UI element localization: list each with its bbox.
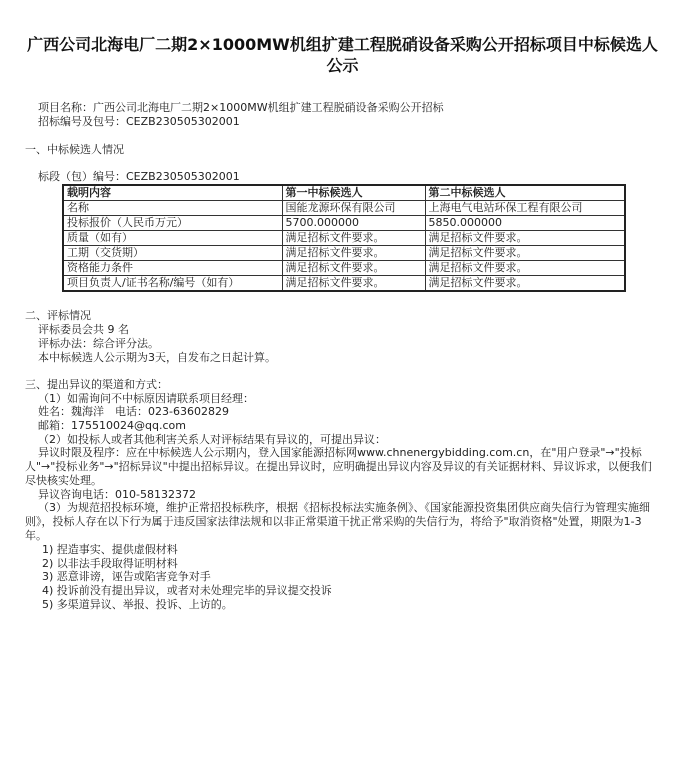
item-2: （2）如投标人或者其他利害关系人对评标结果有异议的，可提出异议： — [38, 433, 386, 446]
table-row — [63, 231, 625, 246]
row-label: 质量（如有） — [63, 231, 282, 246]
lot-label: 标段（包）编号：CEZB230505302001 — [38, 170, 240, 183]
row-label: 名称 — [63, 201, 282, 216]
behavior-item: 5) 多渠道异议、举报、投诉、上访的。 — [42, 598, 233, 611]
table-row — [63, 261, 625, 276]
publicity-period: 本中标候选人公示期为3天，自发布之日起计算。 — [38, 351, 276, 364]
evaluation-method: 评标办法：综合评分法。 — [38, 337, 159, 350]
section-3-heading: 三、提出异议的渠道和方式： — [25, 378, 168, 391]
second-candidate-cell: 满足招标文件要求。 — [425, 246, 625, 261]
contact-email: 邮箱：175510024@qq.com — [38, 419, 186, 432]
table-row — [63, 201, 625, 216]
bid-number: 招标编号及包号：CEZB230505302001 — [38, 115, 240, 128]
candidate-table — [62, 184, 626, 292]
second-candidate-cell: 上海电气电站环保工程有限公司 — [425, 201, 625, 216]
behavior-item: 1) 捏造事实、提供虚假材料 — [42, 543, 178, 556]
contact-info: 姓名：魏海洋 电话：023-63602829 — [38, 405, 229, 418]
first-candidate-cell: 满足招标文件要求。 — [282, 246, 425, 261]
second-candidate-cell: 5850.000000 — [425, 216, 625, 231]
page-title: 广西公司北海电厂二期2×1000MW机组扩建工程脱硝设备采购公开招标项目中标候选人公示 — [27, 35, 658, 75]
first-candidate-cell: 满足招标文件要求。 — [282, 261, 425, 276]
row-label: 资格能力条件 — [63, 261, 282, 276]
header-first-candidate: 第一中标候选人 — [282, 185, 425, 201]
objection-procedure: 异议时限及程序：应在中标候选人公示期内，登入国家能源招标网www.chnenergybidding.com.cn，在"用户登录"→"投标人"→"投标业务"→"招标异议"中提出招标异议。在提出异议时，应明确提出异议内容及异议的有关证据材料、异议诉求，以便我们尽快核实处理。 — [25, 446, 652, 487]
first-candidate-cell: 满足招标文件要求。 — [282, 276, 425, 292]
objection-hotline: 异议咨询电话：010-58132372 — [38, 488, 196, 501]
section-2-heading: 二、评标情况 — [25, 309, 91, 322]
row-label: 投标报价（人民币万元） — [63, 216, 282, 231]
table-header-row — [63, 185, 625, 201]
row-label: 工期（交货期） — [63, 246, 282, 261]
project-name: 项目名称：广西公司北海电厂二期2×1000MW机组扩建工程脱硝设备采购公开招标 — [38, 101, 444, 114]
header-second-candidate: 第二中标候选人 — [425, 185, 625, 201]
item-1: （1）如需询问不中标原因请联系项目经理： — [38, 392, 254, 405]
table-row — [63, 276, 625, 292]
behavior-item: 4) 投诉前没有提出异议，或者对未处理完毕的异议提交投诉 — [42, 584, 332, 597]
row-label: 项目负责人/证书名称/编号（如有） — [63, 276, 282, 292]
committee-count: 评标委员会共 9 名 — [38, 323, 129, 336]
header-content: 载明内容 — [63, 185, 282, 201]
second-candidate-cell: 满足招标文件要求。 — [425, 276, 625, 292]
second-candidate-cell: 满足招标文件要求。 — [425, 231, 625, 246]
behavior-item: 2) 以非法手段取得证明材料 — [42, 557, 178, 570]
behavior-item: 3) 恶意诽谤，诬告或陷害竞争对手 — [42, 570, 211, 583]
first-candidate-cell: 国能龙源环保有限公司 — [282, 201, 425, 216]
first-candidate-cell: 5700.000000 — [282, 216, 425, 231]
second-candidate-cell: 满足招标文件要求。 — [425, 261, 625, 276]
section-1-heading: 一、中标候选人情况 — [25, 143, 124, 156]
table-row — [63, 246, 625, 261]
first-candidate-cell: 满足招标文件要求。 — [282, 231, 425, 246]
item-3: （3）为规范招投标环境，维护正常招投标秩序，根据《招标投标法实施条例》、《国家能源投资集团供应商失信行为管理实施细则》，投标人存在以下行为属于违反国家法律法规和以非正常渠道干扰正常采购的失信行为，将给予"取消资格"处置，期限为1-3年。 — [25, 501, 650, 542]
table-row — [63, 216, 625, 231]
